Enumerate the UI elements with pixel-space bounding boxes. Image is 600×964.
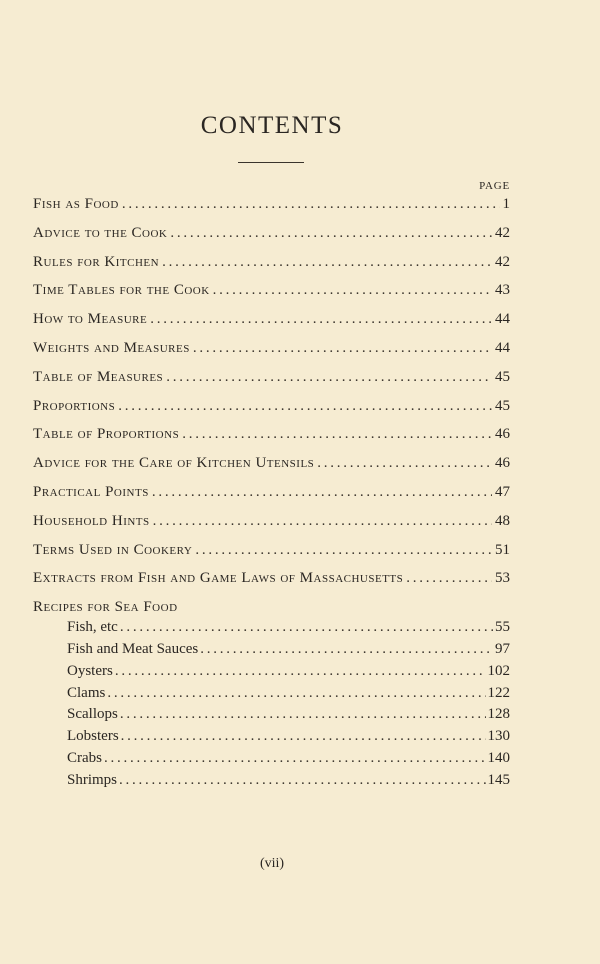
toc-entry-label: Table of Proportions <box>33 426 180 443</box>
dot-leader <box>170 225 492 242</box>
toc-entry-label: Extracts from Fish and Game Laws of Massachusetts <box>33 570 404 587</box>
toc-entry-page: 45 <box>495 368 510 385</box>
toc-entry-label: Table of Measures <box>33 368 164 385</box>
dot-leader <box>118 398 492 415</box>
toc-subentry-label: Oysters <box>67 662 113 679</box>
toc-entry-advice-to-the-cook[interactable] <box>33 225 510 254</box>
toc-subentry-label: Clams <box>67 684 106 701</box>
toc-entry-how-to-measure[interactable] <box>33 311 510 340</box>
toc-subentry-label: Crabs <box>67 749 102 766</box>
toc-entry-label: Household Hints <box>33 512 150 529</box>
toc-entry-label: How to Measure <box>33 311 148 328</box>
page-column-heading: PAGE <box>479 180 510 192</box>
toc-entry-label: Terms Used in Cookery <box>33 541 193 558</box>
dot-leader <box>152 484 492 501</box>
dot-leader <box>162 254 492 271</box>
toc-entry-fish-as-food[interactable] <box>33 196 510 225</box>
dot-leader <box>104 750 486 767</box>
toc-entry-page: 44 <box>495 339 510 356</box>
toc-subentry-scallops[interactable] <box>33 706 510 728</box>
toc-subentry-page: 122 <box>487 684 510 701</box>
toc-entry-table-of-proportions[interactable] <box>33 426 510 455</box>
toc-entry-page: 47 <box>495 483 510 500</box>
toc-entry-rules-for-kitchen[interactable] <box>33 254 510 283</box>
toc-entry-label: Proportions <box>33 397 116 414</box>
toc-entry-page: 51 <box>495 541 510 558</box>
toc-subentry-page: 102 <box>487 662 510 679</box>
toc-entry-page: 53 <box>495 570 510 587</box>
dot-leader <box>120 706 486 723</box>
dot-leader <box>200 641 493 658</box>
dot-leader <box>150 311 492 328</box>
dot-leader <box>115 663 486 680</box>
page-folio: (vii) <box>259 856 285 871</box>
toc-subentry-clams[interactable] <box>33 685 510 707</box>
toc-entry-label: Time Tables for the Cook <box>33 282 210 299</box>
toc-entry-terms-used[interactable] <box>33 542 510 571</box>
toc-subentry-fish[interactable] <box>33 619 510 641</box>
dot-leader <box>182 426 492 443</box>
toc-entry-household-hints[interactable] <box>33 513 510 542</box>
toc-subentry-sauces[interactable] <box>33 641 510 663</box>
section-heading-recipes: Recipes for Sea Food <box>33 599 178 616</box>
dot-leader <box>121 728 486 745</box>
toc-entry-page: 43 <box>495 282 510 299</box>
toc-entry-kitchen-utensils[interactable] <box>33 455 510 484</box>
toc-subentry-label: Lobsters <box>67 728 119 745</box>
toc-entry-label: Weights and Measures <box>33 339 190 356</box>
toc-subentry-crabs[interactable] <box>33 750 510 772</box>
dot-leader <box>406 570 492 587</box>
toc-entry-page: 44 <box>495 311 510 328</box>
toc-entry-practical-points[interactable] <box>33 484 510 513</box>
toc-subentry-lobsters[interactable] <box>33 728 510 750</box>
toc-entry-page: 42 <box>495 224 510 241</box>
dot-leader <box>119 772 485 789</box>
toc-entry-page: 46 <box>495 426 510 443</box>
toc-subentry-label: Fish and Meat Sauces <box>67 640 199 657</box>
toc-subentry-page: 97 <box>495 640 510 657</box>
dot-leader <box>153 513 492 530</box>
toc-entry-label: Advice for the Care of Kitchen Utensils <box>33 455 315 472</box>
toc-subentry-oysters[interactable] <box>33 663 510 685</box>
toc-entry-page: 46 <box>495 455 510 472</box>
toc-subentry-label: Scallops <box>67 706 118 723</box>
toc-entry-label: Fish as Food <box>33 196 119 212</box>
toc-entry-label: Rules for Kitchen <box>33 253 160 270</box>
toc-entry-time-tables[interactable] <box>33 282 510 311</box>
toc-entry-fish-and-game-laws[interactable] <box>33 570 510 599</box>
toc-subentry-shrimps[interactable] <box>33 772 510 794</box>
toc-entry-page: 45 <box>495 397 510 414</box>
dot-leader <box>317 455 492 472</box>
title-rule <box>238 162 304 163</box>
toc-subentry-label: Shrimps <box>67 771 118 788</box>
dot-leader <box>193 340 492 357</box>
toc-entry-page: 42 <box>495 253 510 270</box>
dot-leader <box>107 685 485 702</box>
toc-entry-page: 1 <box>502 196 510 212</box>
page-title: CONTENTS <box>200 112 344 139</box>
contents-list <box>33 196 510 794</box>
toc-subentry-page: 55 <box>495 619 510 636</box>
toc-entry-page: 48 <box>495 512 510 529</box>
toc-entry-label: Practical Points <box>33 483 149 500</box>
dot-leader <box>166 369 492 386</box>
dot-leader <box>213 282 492 299</box>
toc-subentry-page: 130 <box>487 728 510 745</box>
dot-leader <box>122 196 500 213</box>
dot-leader <box>195 542 492 559</box>
toc-subentry-page: 145 <box>487 771 510 788</box>
toc-entry-weights-and-measures[interactable] <box>33 340 510 369</box>
dot-leader <box>120 619 493 636</box>
toc-entry-table-of-measures[interactable] <box>33 369 510 398</box>
toc-entry-proportions[interactable] <box>33 398 510 427</box>
toc-subentry-label: Fish, etc <box>67 619 118 636</box>
toc-entry-label: Advice to the Cook <box>33 224 168 241</box>
toc-subentry-page: 128 <box>487 706 510 723</box>
toc-subentry-page: 140 <box>487 749 510 766</box>
